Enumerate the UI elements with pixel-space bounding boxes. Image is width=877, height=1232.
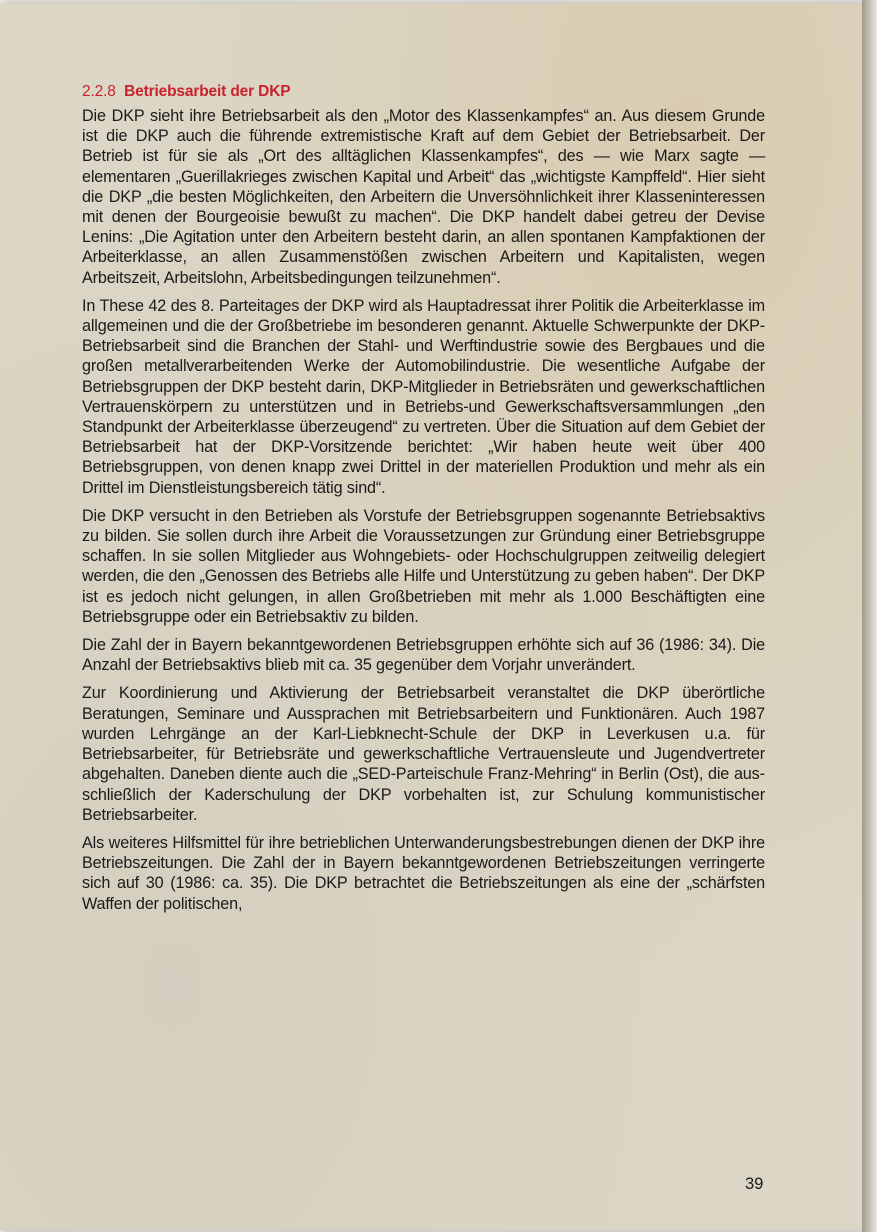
- section-heading: [82, 82, 765, 102]
- paragraph-5: Zur Koordinierung und Aktivierung der Betriebsarbeit veranstaltet die DKP überörtliche Beratungen, Seminare und Aussprachen mit Betriebsarbeitern und Funktionären. Auch 1987 wurden Lehrgänge an der Karl-Liebknecht-Schule der DKP in Leverkusen u.a. für Betriebsarbeiter, für Betriebsräte und gewerkschaftliche Vertrauensleute und Jugendvertreter abgehalten. Daneben diente auch die „SED-Parteischule Franz-Mehring“ in Berlin (Ost), die ausschließlich der Kaderschulung der DKP vorbehalten ist, zur Schulung kommunistischer Betriebsarbeiter.: [82, 684, 765, 824]
- document-page: [0, 4, 862, 1230]
- page-edge-shadow: [862, 0, 877, 1232]
- section-number: 2.2.8: [82, 83, 116, 100]
- paragraph-4: Die Zahl der in Bayern bekanntgewordenen Betriebsgruppen erhöhte sich auf 36 (1986: 34). Die Anzahl der Betriebsaktivs blieb mit ca. 35 gegenüber dem Vorjahr unverändert.: [82, 636, 765, 675]
- paragraph-6: Als weiteres Hilfsmittel für ihre betrieblichen Unterwanderungsbestrebungen dienen der DKP ihre Betriebszeitungen. Die Zahl der in Bayern bekanntgewordenen Betriebszeitungen verringerte sich auf 30 (1986: ca. 35). Die DKP betrachtet die Betriebszeitungen als eine der „schärfsten Waffen der politischen,: [82, 833, 765, 913]
- page-number: 39: [745, 1175, 764, 1193]
- paragraph-2: In These 42 des 8. Parteitages der DKP wird als Hauptadressat ihrer Politik die Arbeiterklasse im allgemeinen und die der Großbetriebe im besonderen genannt. Aktuelle Schwerpunkte der DKP-Betriebsarbeit sind die Branchen der Stahl- und Werftindustrie sowie des Bergbaues und die großen metallverarbeitenden Werke der Automobilindustrie. Die wesentliche Aufgabe der Betriebsgruppen der DKP besteht darin, DKP-Mitglieder in Betriebsräten und gewerkschaftlichen Vertrauenskörpern zu unterstützen und in Betriebs-und Gewerkschaftsversammlungen „den Standpunkt der Arbeiterklasse überzeugend“ zu vertreten. Über die Situation auf dem Gebiet der Betriebsarbeit hat der DKP-Vorsitzende berichtet: „Wir haben heute weit über 400 Betriebsgruppen, von denen knapp zwei Drittel in der materiellen Produktion und mehr als ein Drittel im Dienstleistungsbereich tätig sind“.: [82, 296, 765, 497]
- paragraph-1: Die DKP sieht ihre Betriebsarbeit als den „Motor des Klassenkampfes“ an. Aus diesem Grunde ist die DKP auch die führende extremistische Kraft auf dem Gebiet der Betriebsarbeit. Der Betrieb ist für sie als „Ort des alltäglichen Klassenkampfes“, des — wie Marx sagte — elementaren „Guerillakrieges zwischen Kapital und Arbeit“ das „wichtigste Kampffeld“. Hier sieht die DKP „die besten Möglichkeiten, den Arbeitern die Unversöhnlichkeit ihrer Klasseninteressen mit denen der Bourgeoisie bewußt zu machen“. Die DKP handelt dabei getreu der Devise Lenins: „Die Agitation unter den Arbeitern besteht darin, an allen spontanen Kampfaktionen der Arbeiterklasse, an allen Zusammenstößen zwischen Arbeitern und Kapitalisten, wegen Arbeitszeit, Arbeitslohn, Arbeitsbedingungen teilzunehmen“.: [82, 107, 765, 287]
- paragraph-3: Die DKP versucht in den Betrieben als Vorstufe der Betriebsgruppen sogenannte Betriebsaktivs zu bilden. Sie sollen durch ihre Arbeit die Voraussetzungen zur Gründung einer Betriebsgruppe schaffen. In sie sollen Mitglieder aus Wohngebiets- oder Hochschulgruppen zeitweilig delegiert werden, die den „Genossen des Betriebs alle Hilfe und Unterstützung zu geben haben“. Der DKP ist es jedoch nicht gelungen, in allen Großbetrieben mit mehr als 1.000 Beschäftigten eine Betriebsgruppe oder ein Betriebsaktiv zu bilden.: [82, 506, 765, 626]
- section-title: Betriebsarbeit der DKP: [124, 83, 291, 100]
- page-content: [82, 82, 765, 922]
